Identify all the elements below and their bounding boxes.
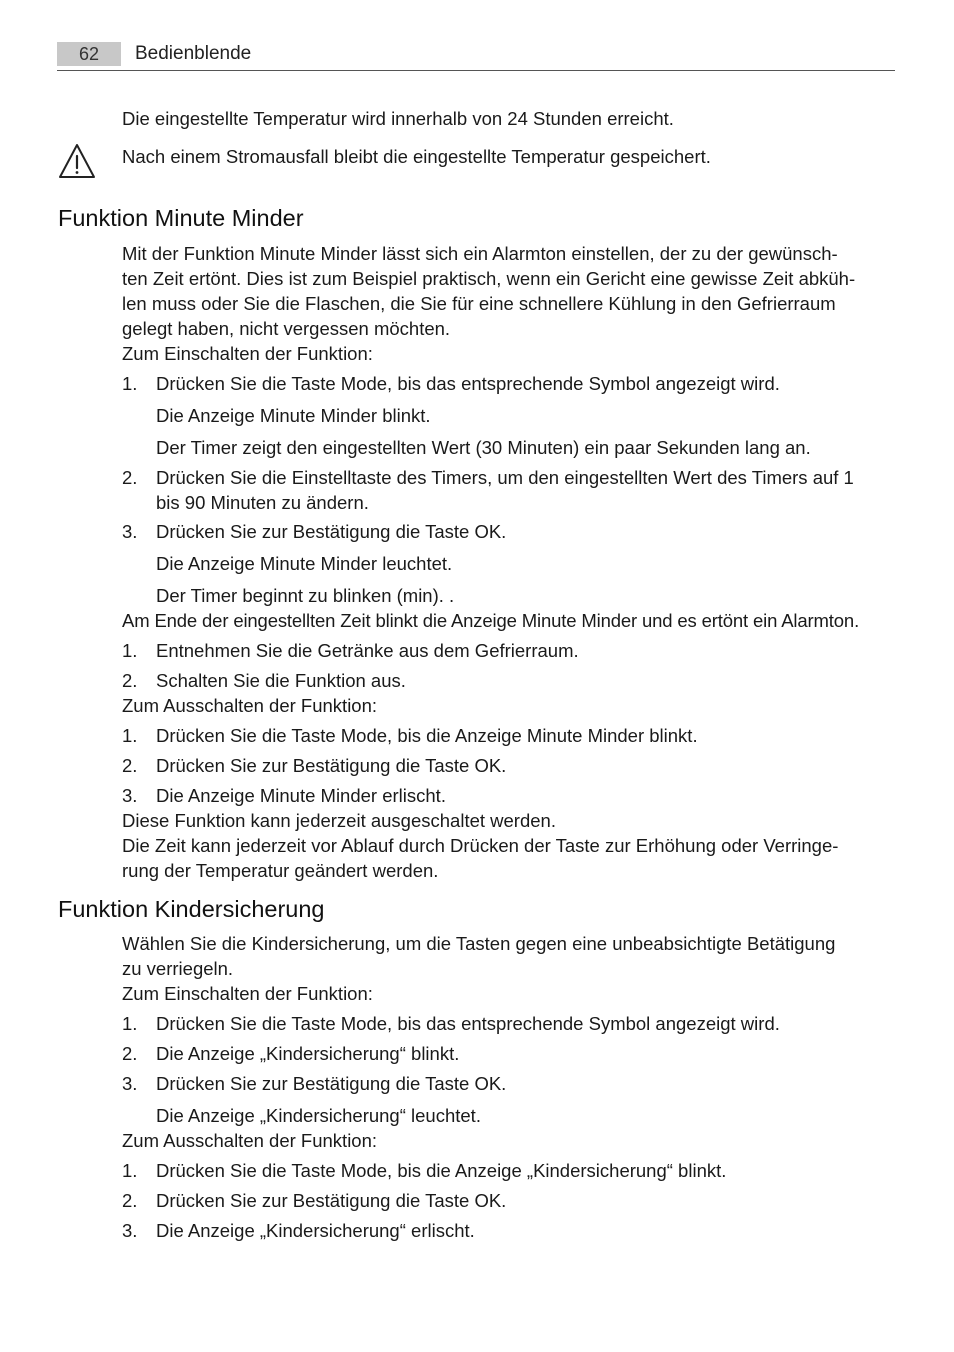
step-note: Die Anzeige Minute Minder leuchtet. <box>156 553 453 574</box>
step-number: 1. <box>122 725 138 746</box>
heading-child-lock: Funktion Kindersicherung <box>58 896 325 922</box>
step-text: Drücken Sie zur Bestätigung die Taste OK. <box>156 755 507 776</box>
step-text: Drücken Sie die Taste Mode, bis das entsprechende Symbol angezeigt wird. <box>156 373 780 394</box>
step-text: Drücken Sie die Einstelltaste des Timers, um den eingestellten Wert des Timers auf 1 <box>156 467 854 488</box>
heading-minute-minder: Funktion Minute Minder <box>58 205 304 231</box>
step-number: 1. <box>122 1160 138 1181</box>
step-text: Drücken Sie zur Bestätigung die Taste OK. <box>156 1073 507 1094</box>
step-text: Drücken Sie die Taste Mode, bis das entsprechende Symbol angezeigt wird. <box>156 1013 780 1034</box>
step-number: 1. <box>122 373 138 394</box>
page-number: 62 <box>57 42 121 66</box>
step-number: 3. <box>122 785 138 806</box>
step-number: 2. <box>122 755 138 776</box>
page-header <box>57 40 895 71</box>
alarm-text: Am Ende der eingestellten Zeit blinkt die Anzeige Minute Minder und es ertönt ein Alarmton. <box>122 610 860 631</box>
closing-text: rung der Temperatur geändert werden. <box>122 860 439 881</box>
closing-text: Die Zeit kann jederzeit vor Ablauf durch Drücken der Taste zur Erhöhung oder Verringe- <box>122 835 839 856</box>
step-number: 3. <box>122 521 138 542</box>
paragraph-line: zu verriegeln. <box>122 958 234 979</box>
paragraph-line: Mit der Funktion Minute Minder lässt sich ein Alarmton einstellen, der zu der gewünsch- <box>122 243 838 264</box>
step-number: 3. <box>122 1220 138 1241</box>
warning-text: Nach einem Stromausfall bleibt die eingestellte Temperatur gespeichert. <box>122 146 711 167</box>
paragraph-line: ten Zeit ertönt. Dies ist zum Beispiel praktisch, wenn ein Gericht eine gewisse Zeit abküh- <box>122 268 856 289</box>
warning-triangle-icon <box>58 142 96 180</box>
step-text: Drücken Sie die Taste Mode, bis die Anzeige Minute Minder blinkt. <box>156 725 698 746</box>
step-text: Die Anzeige „Kindersicherung“ blinkt. <box>156 1043 460 1064</box>
step-note: Die Anzeige „Kindersicherung“ leuchtet. <box>156 1105 481 1126</box>
step-note: Die Anzeige Minute Minder blinkt. <box>156 405 431 426</box>
switch-on-label: Zum Einschalten der Funktion: <box>122 343 373 364</box>
step-number: 3. <box>122 1073 138 1094</box>
intro-text: Die eingestellte Temperatur wird innerhalb von 24 Stunden erreicht. <box>122 108 674 129</box>
step-number: 1. <box>122 1013 138 1034</box>
step-text: Schalten Sie die Funktion aus. <box>156 670 406 691</box>
paragraph-line: Wählen Sie die Kindersicherung, um die Tasten gegen eine unbeabsichtigte Betätigung <box>122 933 836 954</box>
step-number: 2. <box>122 1043 138 1064</box>
step-number: 2. <box>122 670 138 691</box>
step-note: Der Timer beginnt zu blinken (min). . <box>156 585 455 606</box>
paragraph-line: len muss oder Sie die Flaschen, die Sie für eine schnellere Kühlung in den Gefrierraum <box>122 293 836 314</box>
step-text: Drücken Sie zur Bestätigung die Taste OK. <box>156 521 507 542</box>
step-text: Drücken Sie zur Bestätigung die Taste OK. <box>156 1190 507 1211</box>
step-text: Drücken Sie die Taste Mode, bis die Anzeige „Kindersicherung“ blinkt. <box>156 1160 727 1181</box>
step-note: Der Timer zeigt den eingestellten Wert (30 Minuten) ein paar Sekunden lang an. <box>156 437 811 458</box>
section-title: Bedienblende <box>135 43 252 64</box>
step-number: 2. <box>122 1190 138 1211</box>
switch-off-label: Zum Ausschalten der Funktion: <box>122 1130 378 1151</box>
step-text: bis 90 Minuten zu ändern. <box>156 492 369 513</box>
switch-off-label: Zum Ausschalten der Funktion: <box>122 695 378 716</box>
step-text: Entnehmen Sie die Getränke aus dem Gefrierraum. <box>156 640 579 661</box>
paragraph-line: gelegt haben, nicht vergessen möchten. <box>122 318 451 339</box>
closing-text: Diese Funktion kann jederzeit ausgeschaltet werden. <box>122 810 556 831</box>
step-text: Die Anzeige „Kindersicherung“ erlischt. <box>156 1220 475 1241</box>
step-text: Die Anzeige Minute Minder erlischt. <box>156 785 446 806</box>
step-number: 2. <box>122 467 138 488</box>
switch-on-label: Zum Einschalten der Funktion: <box>122 983 373 1004</box>
step-number: 1. <box>122 640 138 661</box>
